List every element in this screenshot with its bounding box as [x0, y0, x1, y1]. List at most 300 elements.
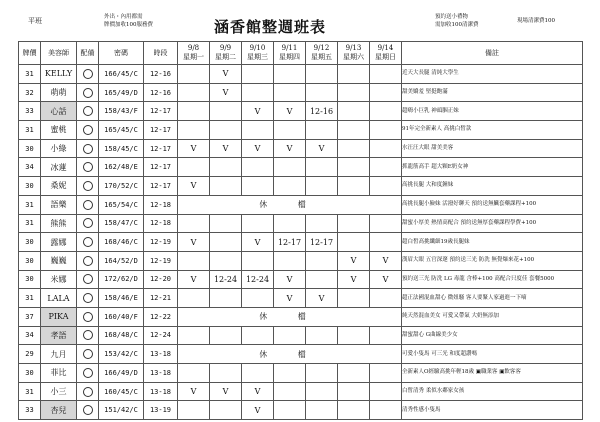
rate-cell: 31: [19, 121, 41, 140]
day-cell: [178, 65, 210, 84]
time-cell: 12-17: [144, 177, 178, 196]
cleaning-fee-note: 現場清潔費100: [517, 18, 555, 24]
table-row: [19, 121, 583, 140]
day-cell: V: [242, 139, 274, 158]
day-cell: [178, 121, 210, 140]
day-weekday: 星期一: [183, 53, 204, 61]
service-note: [104, 13, 153, 29]
wear-cell: [77, 233, 99, 252]
note-cell: 高挑長腿 大和度鐘妹: [402, 177, 583, 196]
note-cell: 水汪汪大眼 甜美美客: [402, 139, 583, 158]
rate-cell: 31: [19, 65, 41, 84]
day-cell: 12-16: [306, 102, 338, 121]
rate-cell: 31: [19, 382, 41, 401]
wear-cell: [77, 251, 99, 270]
table-row: [19, 214, 583, 233]
table-row: [19, 326, 583, 345]
time-cell: 12-18: [144, 195, 178, 214]
day-cell: [338, 139, 370, 158]
day-cell: [370, 382, 402, 401]
day-cell: V: [274, 270, 306, 289]
code-cell: 166/45/C: [99, 65, 144, 84]
table-row: [19, 65, 583, 84]
girl-name: 巍巍: [41, 251, 77, 270]
day-cell: [370, 214, 402, 233]
day-weekday: 星期六: [343, 53, 364, 61]
girl-name: 米娜: [41, 270, 77, 289]
wear-cell: [77, 364, 99, 383]
girl-name: 蜜桃: [41, 121, 77, 140]
table-row: [19, 401, 583, 420]
circle-icon: [83, 237, 93, 247]
wear-cell: [77, 158, 99, 177]
time-cell: 13-19: [144, 401, 178, 420]
girl-name: KELLY: [41, 65, 77, 84]
circle-icon: [83, 88, 93, 98]
day-cell: [242, 158, 274, 177]
wear-cell: [77, 65, 99, 84]
code-cell: 165/54/C: [99, 195, 144, 214]
code-cell: 151/42/C: [99, 401, 144, 420]
schedule-table: [18, 41, 583, 420]
col-code: 密碼: [99, 42, 144, 65]
day-weekday: 星期三: [247, 53, 268, 61]
day-cell: [338, 233, 370, 252]
time-cell: 12-18: [144, 214, 178, 233]
day-weekday: 星期二: [215, 53, 236, 61]
col-day: [306, 42, 338, 65]
table-row: [19, 195, 583, 214]
code-cell: 153/42/C: [99, 345, 144, 364]
day-cell: [370, 177, 402, 196]
day-cell: V: [274, 139, 306, 158]
rate-cell: 30: [19, 177, 41, 196]
time-cell: 12-24: [144, 326, 178, 345]
table-row: [19, 270, 583, 289]
table-row: [19, 83, 583, 102]
day-cell: [306, 83, 338, 102]
col-note: 備註: [402, 42, 583, 65]
day-cell: [178, 251, 210, 270]
day-cell: [274, 214, 306, 233]
girl-name: 萌萌: [41, 83, 77, 102]
day-cell: [306, 121, 338, 140]
circle-icon: [83, 274, 93, 284]
header-row: [19, 42, 583, 65]
day-cell: [242, 65, 274, 84]
day-cell: [210, 251, 242, 270]
day-cell: [274, 364, 306, 383]
girl-name: 小綠: [41, 139, 77, 158]
day-cell: V: [274, 102, 306, 121]
note-cell: 超正法國混血甜心 微妞騷 客人要緊人家過進一下嘀: [402, 289, 583, 308]
day-cell: [210, 233, 242, 252]
code-cell: 160/40/F: [99, 307, 144, 326]
day-cell: [306, 158, 338, 177]
day-date: 9/8: [187, 44, 200, 52]
day-cell: [306, 326, 338, 345]
girl-name: 熊熊: [41, 214, 77, 233]
day-date: 9/13: [345, 44, 362, 52]
day-cell: V: [370, 270, 402, 289]
circle-icon: [83, 162, 93, 172]
col-day: [370, 42, 402, 65]
girl-name: 冰蓮: [41, 158, 77, 177]
code-cell: 160/45/C: [99, 382, 144, 401]
col-wear: 配備: [77, 42, 99, 65]
booking-note-line1: 預約送小禮物: [435, 14, 469, 20]
day-cell: V: [210, 83, 242, 102]
girl-name: 桑妮: [41, 177, 77, 196]
wear-cell: [77, 270, 99, 289]
day-cell: [274, 326, 306, 345]
day-cell: [210, 158, 242, 177]
code-cell: 158/47/C: [99, 214, 144, 233]
wear-cell: [77, 214, 99, 233]
girl-name: 心話: [41, 102, 77, 121]
class-label: 平班: [28, 17, 42, 25]
day-cell: [242, 326, 274, 345]
time-cell: 13-18: [144, 364, 178, 383]
day-cell: V: [210, 65, 242, 84]
col-day: [210, 42, 242, 65]
day-cell: [338, 102, 370, 121]
day-cell: [306, 177, 338, 196]
note-cell: 近天大長腿 清純大學生: [402, 65, 583, 84]
note-cell: 超嗨小巨乳 神頭胭正妹: [402, 102, 583, 121]
day-cell: [210, 214, 242, 233]
rate-cell: 30: [19, 364, 41, 383]
wear-cell: [77, 139, 99, 158]
day-cell: [242, 214, 274, 233]
note-cell: 超白皙高挑纖細19歲長腿妹: [402, 233, 583, 252]
day-cell: V: [306, 139, 338, 158]
girl-name: 菲比: [41, 364, 77, 383]
day-cell: [338, 83, 370, 102]
day-cell: [370, 102, 402, 121]
day-cell: V: [370, 251, 402, 270]
day-cell: [370, 83, 402, 102]
day-cell: [338, 177, 370, 196]
booking-note: [435, 13, 479, 29]
day-date: 9/10: [249, 44, 266, 52]
time-cell: 12-17: [144, 121, 178, 140]
col-rate: 牌價: [19, 42, 41, 65]
day-cell: [306, 382, 338, 401]
day-cell: [274, 251, 306, 270]
col-day: [178, 42, 210, 65]
day-cell: V: [242, 382, 274, 401]
day-date: 9/11: [281, 44, 298, 52]
day-cell: V: [178, 233, 210, 252]
time-cell: 13-18: [144, 382, 178, 401]
col-day: [338, 42, 370, 65]
time-cell: 12-16: [144, 83, 178, 102]
circle-icon: [83, 405, 93, 415]
day-cell: [178, 102, 210, 121]
day-cell: [370, 233, 402, 252]
day-cell: [274, 121, 306, 140]
time-cell: 12-17: [144, 102, 178, 121]
day-cell: [210, 121, 242, 140]
table-row: [19, 307, 583, 326]
wear-cell: [77, 307, 99, 326]
day-cell: [370, 158, 402, 177]
day-cell: [210, 326, 242, 345]
wear-cell: [77, 177, 99, 196]
rate-cell: 32: [19, 83, 41, 102]
day-cell: [306, 65, 338, 84]
circle-icon: [83, 387, 93, 397]
girl-name: 語樂: [41, 195, 77, 214]
code-cell: 168/48/C: [99, 326, 144, 345]
time-cell: 12-19: [144, 251, 178, 270]
day-cell: [178, 158, 210, 177]
day-cell: [338, 214, 370, 233]
rate-cell: 31: [19, 289, 41, 308]
code-cell: 170/52/C: [99, 177, 144, 196]
time-cell: 12-21: [144, 289, 178, 308]
day-cell: 12-17: [274, 233, 306, 252]
day-cell: [338, 158, 370, 177]
girl-name: 露娜: [41, 233, 77, 252]
table-row: [19, 233, 583, 252]
col-day: [242, 42, 274, 65]
day-cell: V: [338, 270, 370, 289]
note-cell: 全新素人O經驗高挑年輕18歲 ▣職業客 ▣飲客客: [402, 364, 583, 383]
day-cell: [306, 270, 338, 289]
code-cell: 168/46/C: [99, 233, 144, 252]
table-row: [19, 382, 583, 401]
table-row: [19, 289, 583, 308]
time-cell: 12-17: [144, 158, 178, 177]
rate-cell: 33: [19, 401, 41, 420]
circle-icon: [83, 293, 93, 303]
rate-cell: 33: [19, 102, 41, 121]
day-cell: [370, 65, 402, 84]
rate-cell: 29: [19, 345, 41, 364]
note-cell: 高挑長腿小臉妹 活潑好聊天 預約送無臟套藥課程+100: [402, 195, 583, 214]
day-cell: [338, 401, 370, 420]
service-note-line1: 外出・內用都需: [104, 14, 143, 20]
day-cell: [338, 121, 370, 140]
day-cell: [242, 83, 274, 102]
booking-note-line2: 需加收100清潔費: [435, 22, 479, 28]
day-cell: [306, 251, 338, 270]
wear-cell: [77, 102, 99, 121]
day-cell: [242, 251, 274, 270]
note-cell: 純天然混血美女 可愛又帶氣 大奶無添加: [402, 307, 583, 326]
time-cell: 12-22: [144, 307, 178, 326]
circle-icon: [83, 256, 93, 266]
day-cell: [210, 364, 242, 383]
day-cell: [274, 382, 306, 401]
day-cell: V: [178, 139, 210, 158]
day-cell: [370, 364, 402, 383]
day-cell: V: [242, 233, 274, 252]
day-cell: [242, 364, 274, 383]
day-cell: [274, 158, 306, 177]
day-cell: V: [306, 289, 338, 308]
wear-cell: [77, 195, 99, 214]
day-cell: [370, 139, 402, 158]
day-cell: [242, 121, 274, 140]
circle-icon: [83, 144, 93, 154]
table-row: [19, 139, 583, 158]
note-cell: 抓龍筋高手 超大顆E奶女神: [402, 158, 583, 177]
day-cell: 12-24: [210, 270, 242, 289]
day-cell: [178, 289, 210, 308]
wear-cell: [77, 345, 99, 364]
time-cell: 12-20: [144, 270, 178, 289]
day-cell: V: [210, 382, 242, 401]
circle-icon: [83, 69, 93, 79]
day-weekday: 星期五: [311, 53, 332, 61]
rate-cell: 34: [19, 326, 41, 345]
girl-name: 小三: [41, 382, 77, 401]
table-row: [19, 364, 583, 383]
wear-cell: [77, 326, 99, 345]
code-cell: 172/62/D: [99, 270, 144, 289]
day-cell: V: [210, 139, 242, 158]
day-date: 9/14: [377, 44, 394, 52]
day-weekday: 星期日: [375, 53, 396, 61]
col-day: [274, 42, 306, 65]
day-cell: [210, 401, 242, 420]
day-cell: 12-17: [306, 233, 338, 252]
rate-cell: 30: [19, 139, 41, 158]
day-cell: [306, 401, 338, 420]
code-cell: 164/52/D: [99, 251, 144, 270]
day-cell: V: [338, 251, 370, 270]
rate-cell: 31: [19, 214, 41, 233]
day-cell: [178, 401, 210, 420]
time-cell: 12-16: [144, 65, 178, 84]
day-cell: [178, 326, 210, 345]
note-cell: 預約送三光 防洗 LG 毒龍 含棒+100 高配合只度佳 套餐5000: [402, 270, 583, 289]
rest-cell: 休 檔: [178, 195, 402, 214]
time-cell: 12-19: [144, 233, 178, 252]
day-cell: [338, 289, 370, 308]
day-cell: [274, 401, 306, 420]
rate-cell: 30: [19, 251, 41, 270]
girl-name: 杏兒: [41, 401, 77, 420]
day-cell: [274, 83, 306, 102]
rate-cell: 37: [19, 307, 41, 326]
code-cell: 158/45/C: [99, 139, 144, 158]
rest-cell: 休 檔: [178, 345, 402, 364]
rate-cell: 34: [19, 158, 41, 177]
girl-name: PIKA: [41, 307, 77, 326]
rate-cell: 31: [19, 195, 41, 214]
day-cell: [274, 65, 306, 84]
rate-cell: 30: [19, 233, 41, 252]
day-cell: [338, 65, 370, 84]
note-cell: 白皙清秀 柔似水鄰家女孩: [402, 382, 583, 401]
day-cell: [370, 289, 402, 308]
day-cell: V: [242, 401, 274, 420]
note-cell: 漢眉大眼 五官深邃 預約送三光 防洗 無覺爆來花+100: [402, 251, 583, 270]
table-row: [19, 251, 583, 270]
day-cell: V: [178, 382, 210, 401]
wear-cell: [77, 121, 99, 140]
table-row: [19, 102, 583, 121]
rate-cell: 30: [19, 270, 41, 289]
girl-name: 孝語: [41, 326, 77, 345]
day-cell: [178, 83, 210, 102]
note-cell: 清秀性感小隻馬: [402, 401, 583, 420]
rest-cell: 休 檔: [178, 307, 402, 326]
day-date: 9/9: [219, 44, 232, 52]
day-cell: [338, 326, 370, 345]
time-cell: 13-18: [144, 345, 178, 364]
day-weekday: 星期四: [279, 53, 300, 61]
girl-name: 九月: [41, 345, 77, 364]
day-cell: [210, 102, 242, 121]
day-cell: V: [178, 177, 210, 196]
day-cell: [210, 289, 242, 308]
day-cell: [178, 214, 210, 233]
note-cell: 甜蜜甜心 G曲線美少女: [402, 326, 583, 345]
circle-icon: [83, 106, 93, 116]
circle-icon: [83, 218, 93, 228]
day-cell: V: [178, 270, 210, 289]
day-cell: [370, 401, 402, 420]
day-cell: [338, 364, 370, 383]
day-cell: 12-24: [242, 270, 274, 289]
time-cell: 12-17: [144, 139, 178, 158]
circle-icon: [83, 368, 93, 378]
circle-icon: [83, 349, 93, 359]
circle-icon: [83, 181, 93, 191]
day-date: 9/12: [313, 44, 330, 52]
code-cell: 162/48/E: [99, 158, 144, 177]
table-row: [19, 345, 583, 364]
code-cell: 165/49/D: [99, 83, 144, 102]
wear-cell: [77, 289, 99, 308]
circle-icon: [83, 312, 93, 322]
girl-name: LALA: [41, 289, 77, 308]
day-cell: [178, 364, 210, 383]
circle-icon: [83, 200, 93, 210]
page-title: 涵香館整週班表: [214, 18, 327, 36]
wear-cell: [77, 401, 99, 420]
wear-cell: [77, 382, 99, 401]
note-cell: 甜美嬌羞 堅挺飽滿: [402, 83, 583, 102]
circle-icon: [83, 330, 93, 340]
day-cell: [338, 382, 370, 401]
col-time: 時段: [144, 42, 178, 65]
day-cell: [306, 364, 338, 383]
day-cell: [242, 177, 274, 196]
circle-icon: [83, 125, 93, 135]
code-cell: 158/46/E: [99, 289, 144, 308]
code-cell: 165/45/C: [99, 121, 144, 140]
table-row: [19, 177, 583, 196]
day-cell: [274, 177, 306, 196]
day-cell: [370, 326, 402, 345]
note-cell: 甜蜜小厚美 熱情高配合 預約送無厚套藥課程學費+100: [402, 214, 583, 233]
note-cell: 91年完全新素人 高挑白皙款: [402, 121, 583, 140]
day-cell: [306, 214, 338, 233]
code-cell: 166/49/D: [99, 364, 144, 383]
day-cell: [370, 121, 402, 140]
table-row: [19, 158, 583, 177]
code-cell: 158/43/F: [99, 102, 144, 121]
day-cell: [210, 177, 242, 196]
col-girl: 美容師: [41, 42, 77, 65]
service-note-line2: 牌價加收100服務費: [104, 22, 153, 28]
